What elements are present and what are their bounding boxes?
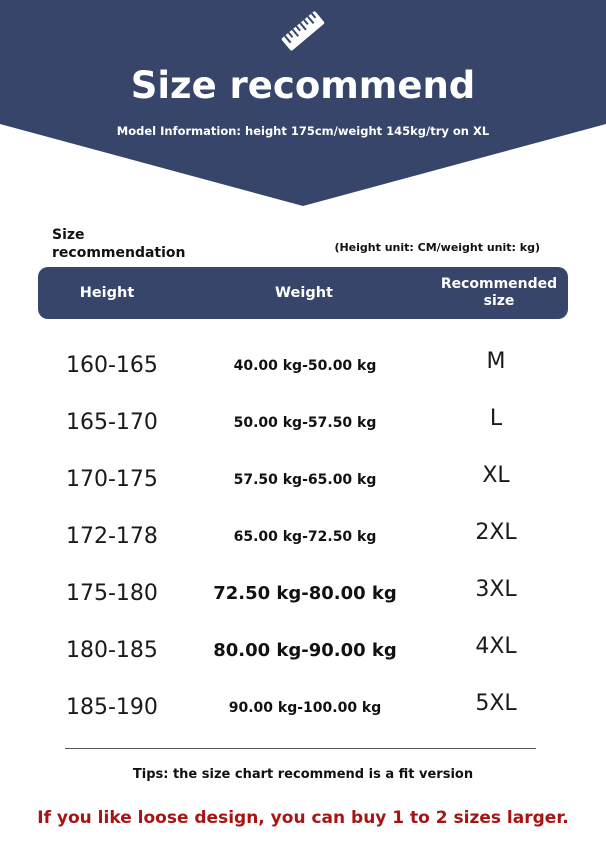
height-cell: 160-165 (66, 353, 158, 378)
ruler-icon (278, 6, 328, 56)
weight-cell: 80.00 kg-90.00 kg (213, 640, 397, 661)
size-cell: XL (482, 463, 510, 488)
unit-note: (Height unit: CM/weight unit: kg) (334, 241, 540, 254)
table-row (0, 460, 606, 500)
divider (65, 748, 536, 749)
header-recommended-size: Recommended size (440, 276, 558, 309)
height-cell: 172-178 (66, 524, 158, 549)
size-cell: M (486, 349, 506, 374)
size-cell: 3XL (475, 577, 517, 602)
table-header (38, 267, 568, 319)
weight-cell: 57.50 kg-65.00 kg (233, 472, 377, 488)
table-row (0, 631, 606, 671)
height-cell: 185-190 (66, 695, 158, 720)
height-cell: 180-185 (66, 638, 158, 663)
weight-cell: 65.00 kg-72.50 kg (233, 529, 377, 545)
section-label: Size recommendation (52, 227, 186, 261)
model-information: Model Information: height 175cm/weight 145kg/try on XL (116, 124, 490, 138)
table-row (0, 688, 606, 728)
header-weight: Weight (275, 284, 333, 301)
header-banner (0, 0, 606, 210)
size-cell: L (489, 406, 503, 431)
table-row (0, 517, 606, 557)
size-cell: 5XL (475, 691, 517, 716)
page-title: Size recommend (130, 64, 476, 107)
table-row (0, 574, 606, 614)
size-cell: 2XL (475, 520, 517, 545)
height-cell: 175-180 (66, 581, 158, 606)
weight-cell: 72.50 kg-80.00 kg (213, 583, 397, 604)
height-cell: 165-170 (66, 410, 158, 435)
size-cell: 4XL (475, 634, 517, 659)
height-cell: 170-175 (66, 467, 158, 492)
tips-text: Tips: the size chart recommend is a fit version (132, 767, 474, 782)
weight-cell: 40.00 kg-50.00 kg (233, 358, 377, 374)
sizing-advice: If you like loose design, you can buy 1 to 2 sizes larger. (37, 808, 569, 828)
table-row (0, 403, 606, 443)
header-height: Height (79, 284, 135, 301)
table-row (0, 346, 606, 386)
weight-cell: 90.00 kg-100.00 kg (228, 700, 382, 716)
weight-cell: 50.00 kg-57.50 kg (233, 415, 377, 431)
